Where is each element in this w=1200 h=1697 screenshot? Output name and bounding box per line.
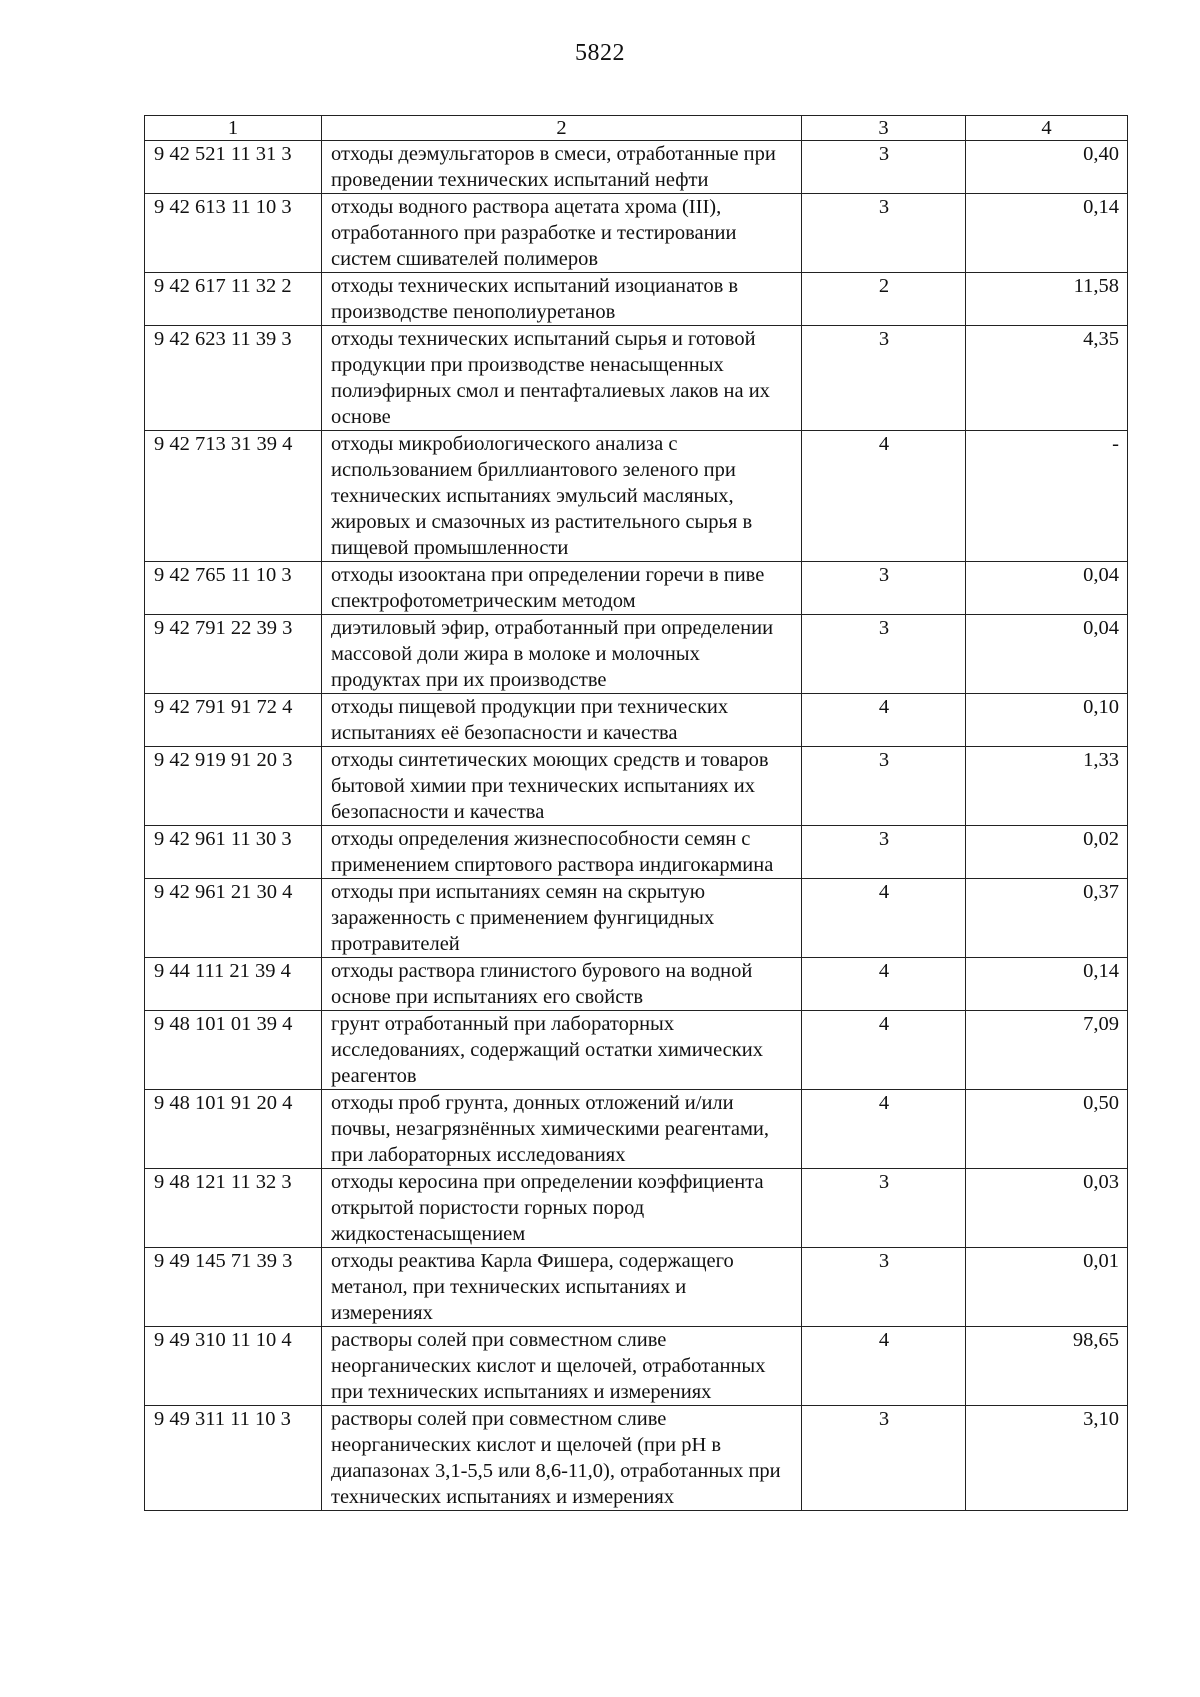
table-body [145, 141, 1128, 1511]
waste-name-cell: отходы реактива Карла Фишера, содержащего метанол, при технических испытаниях и измерениях [322, 1248, 802, 1327]
waste-name-cell: отходы деэмульгаторов в смеси, отработанные при проведении технических испытаний нефти [322, 141, 802, 194]
waste-code-cell: 9 42 623 11 39 3 [145, 326, 322, 431]
hazard-class-cell: 3 [802, 194, 966, 273]
table-row [145, 326, 1128, 431]
waste-name-cell: отходы керосина при определении коэффициента открытой пористости горных пород жидкостенасыщением [322, 1169, 802, 1248]
value-cell: 0,50 [966, 1090, 1128, 1169]
waste-code-cell: 9 42 613 11 10 3 [145, 194, 322, 273]
waste-name-cell: растворы солей при совместном сливе неорганических кислот и щелочей (при pH в диапазонах 3,1-5,5 или 8,6-11,0), отработанных при технических испытаниях и измерениях [322, 1406, 802, 1511]
value-cell: 0,37 [966, 879, 1128, 958]
table-row [145, 1011, 1128, 1090]
value-cell: 0,01 [966, 1248, 1128, 1327]
waste-name-cell: отходы изооктана при определении горечи в пиве спектрофотометрическим методом [322, 562, 802, 615]
waste-name-cell: отходы пищевой продукции при технических испытаниях её безопасности и качества [322, 694, 802, 747]
waste-code-cell: 9 42 791 22 39 3 [145, 615, 322, 694]
hazard-class-cell: 3 [802, 826, 966, 879]
value-cell: 11,58 [966, 273, 1128, 326]
table-header [145, 116, 1128, 141]
hazard-class-cell: 4 [802, 1327, 966, 1406]
waste-code-cell: 9 42 961 21 30 4 [145, 879, 322, 958]
waste-name-cell: отходы микробиологического анализа с использованием бриллиантового зеленого при технических испытаниях эмульсий масляных, жировых и смазочных из растительного сырья в пищевой промышленности [322, 431, 802, 562]
column-header-2: 2 [322, 116, 802, 141]
waste-code-cell: 9 48 101 01 39 4 [145, 1011, 322, 1090]
waste-code-cell: 9 48 101 91 20 4 [145, 1090, 322, 1169]
value-cell: 1,33 [966, 747, 1128, 826]
waste-name-cell: отходы технических испытаний изоцианатов в производстве пенополиуретанов [322, 273, 802, 326]
hazard-class-cell: 4 [802, 694, 966, 747]
value-cell: 0,04 [966, 562, 1128, 615]
table-row [145, 879, 1128, 958]
hazard-class-cell: 4 [802, 958, 966, 1011]
hazard-class-cell: 3 [802, 1248, 966, 1327]
hazard-class-cell: 3 [802, 326, 966, 431]
value-cell: 0,14 [966, 194, 1128, 273]
table-row [145, 1169, 1128, 1248]
table-row [145, 1090, 1128, 1169]
value-cell: 3,10 [966, 1406, 1128, 1511]
waste-name-cell: растворы солей при совместном сливе неорганических кислот и щелочей, отработанных при технических испытаниях и измерениях [322, 1327, 802, 1406]
page-number: 5822 [575, 40, 625, 66]
waste-code-cell: 9 42 919 91 20 3 [145, 747, 322, 826]
value-cell: 0,40 [966, 141, 1128, 194]
hazard-class-cell: 4 [802, 1090, 966, 1169]
table-row [145, 562, 1128, 615]
value-cell: 4,35 [966, 326, 1128, 431]
waste-name-cell: отходы при испытаниях семян на скрытую зараженность с применением фунгицидных протравителей [322, 879, 802, 958]
table-row [145, 958, 1128, 1011]
hazard-class-cell: 3 [802, 1406, 966, 1511]
value-cell: - [966, 431, 1128, 562]
hazard-class-cell: 3 [802, 747, 966, 826]
waste-name-cell: отходы водного раствора ацетата хрома (III), отработанного при разработке и тестировании систем сшивателей полимеров [322, 194, 802, 273]
hazard-class-cell: 4 [802, 431, 966, 562]
value-cell: 7,09 [966, 1011, 1128, 1090]
waste-code-cell: 9 42 961 11 30 3 [145, 826, 322, 879]
column-header-3: 3 [802, 116, 966, 141]
table-row [145, 615, 1128, 694]
table-row [145, 1327, 1128, 1406]
table-row [145, 747, 1128, 826]
table-row [145, 1406, 1128, 1511]
waste-code-cell: 9 42 791 91 72 4 [145, 694, 322, 747]
table-row [145, 194, 1128, 273]
hazard-class-cell: 2 [802, 273, 966, 326]
table-row [145, 826, 1128, 879]
header-row [145, 116, 1128, 141]
hazard-class-cell: 3 [802, 615, 966, 694]
waste-code-cell: 9 48 121 11 32 3 [145, 1169, 322, 1248]
table-row [145, 1248, 1128, 1327]
waste-name-cell: грунт отработанный при лабораторных исследованиях, содержащий остатки химических реагентов [322, 1011, 802, 1090]
value-cell: 98,65 [966, 1327, 1128, 1406]
hazard-class-cell: 3 [802, 562, 966, 615]
waste-name-cell: отходы технических испытаний сырья и готовой продукции при производстве ненасыщенных полиэфирных смол и пентафталиевых лаков на их основе [322, 326, 802, 431]
hazard-class-cell: 4 [802, 879, 966, 958]
waste-name-cell: отходы определения жизнеспособности семян с применением спиртового раствора индигокармина [322, 826, 802, 879]
waste-code-cell: 9 42 765 11 10 3 [145, 562, 322, 615]
waste-name-cell: диэтиловый эфир, отработанный при определении массовой доли жира в молоке и молочных продуктах при их производстве [322, 615, 802, 694]
value-cell: 0,02 [966, 826, 1128, 879]
column-header-1: 1 [145, 116, 322, 141]
table-row [145, 694, 1128, 747]
waste-name-cell: отходы раствора глинистого бурового на водной основе при испытаниях его свойств [322, 958, 802, 1011]
value-cell: 0,14 [966, 958, 1128, 1011]
waste-code-cell: 9 42 521 11 31 3 [145, 141, 322, 194]
waste-code-cell: 9 49 310 11 10 4 [145, 1327, 322, 1406]
hazard-class-cell: 3 [802, 141, 966, 194]
waste-code-cell: 9 42 617 11 32 2 [145, 273, 322, 326]
table-row [145, 431, 1128, 562]
value-cell: 0,10 [966, 694, 1128, 747]
waste-name-cell: отходы проб грунта, донных отложений и/или почвы, незагрязнённых химическими реагентами, при лабораторных исследованиях [322, 1090, 802, 1169]
waste-code-cell: 9 49 311 11 10 3 [145, 1406, 322, 1511]
waste-name-cell: отходы синтетических моющих средств и товаров бытовой химии при технических испытаниях их безопасности и качества [322, 747, 802, 826]
value-cell: 0,04 [966, 615, 1128, 694]
waste-code-cell: 9 42 713 31 39 4 [145, 431, 322, 562]
table-row [145, 273, 1128, 326]
value-cell: 0,03 [966, 1169, 1128, 1248]
hazard-class-cell: 3 [802, 1169, 966, 1248]
table-row [145, 141, 1128, 194]
column-header-4: 4 [966, 116, 1128, 141]
waste-registry-table [144, 115, 1128, 1511]
waste-code-cell: 9 44 111 21 39 4 [145, 958, 322, 1011]
waste-code-cell: 9 49 145 71 39 3 [145, 1248, 322, 1327]
hazard-class-cell: 4 [802, 1011, 966, 1090]
